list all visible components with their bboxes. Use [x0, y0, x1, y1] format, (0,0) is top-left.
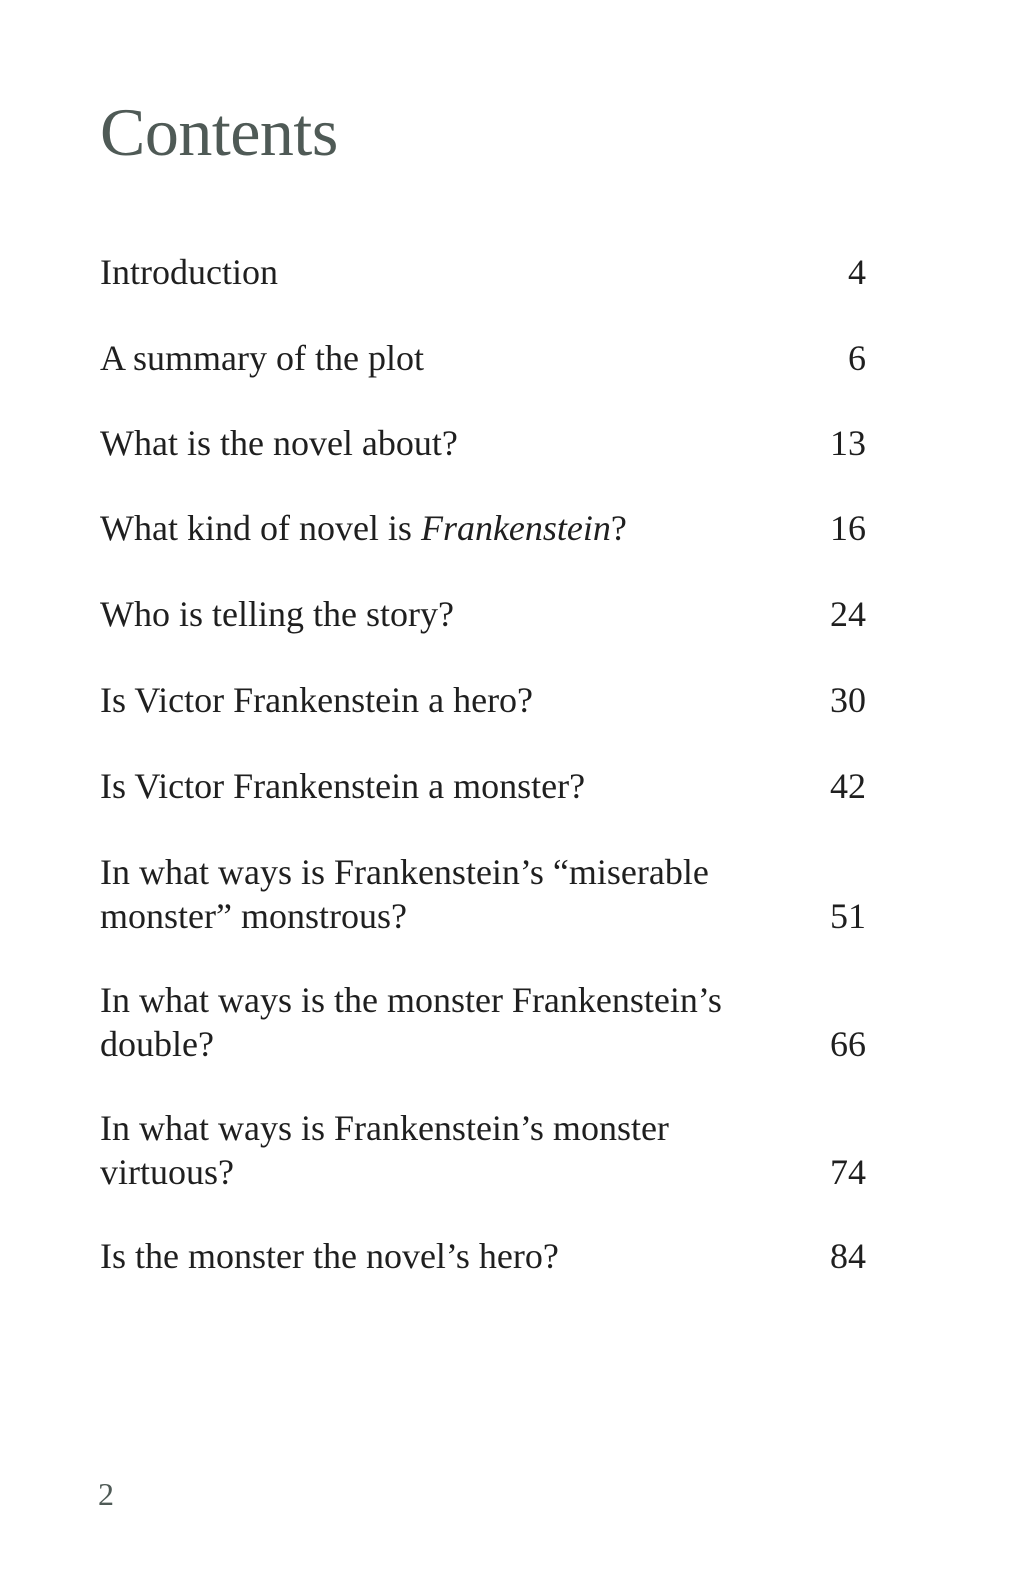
toc-entry-page: 24: [830, 594, 866, 634]
table-of-contents: [100, 0, 866, 1572]
toc-entry-title: A summary of the plot: [100, 338, 424, 378]
toc-entry-title: Who is telling the story?: [100, 594, 454, 634]
toc-entry-title: In what ways is Frankenstein’s “miserable monster” monstrous?: [100, 852, 709, 936]
toc-entry-title: Introduction: [100, 252, 278, 292]
toc-entry[interactable]: [100, 336, 866, 380]
toc-entry-title: What is the novel about?: [100, 423, 458, 463]
toc-entry[interactable]: [100, 678, 866, 722]
toc-entry-title: Is Victor Frankenstein a monster?: [100, 766, 586, 806]
toc-entry-page: 4: [848, 252, 866, 292]
page-title: Contents: [100, 94, 338, 170]
toc-entry-title: Is Victor Frankenstein a hero?: [100, 680, 534, 720]
toc-entry-page: 30: [830, 680, 866, 720]
toc-entry-page: 42: [830, 766, 866, 806]
toc-entry[interactable]: [100, 978, 866, 1066]
toc-entry-page: 16: [830, 508, 866, 548]
toc-entry[interactable]: [100, 1234, 866, 1278]
toc-entry[interactable]: [100, 421, 866, 465]
toc-entry-page: 74: [830, 1152, 866, 1192]
toc-entry-title: In what ways is Frankenstein’s monster virtuous?: [100, 1108, 669, 1192]
toc-entry-title-italic: Frankenstein: [420, 508, 611, 548]
page-number: 2: [98, 1476, 114, 1512]
toc-entry-page: 84: [830, 1236, 866, 1276]
toc-entry[interactable]: [100, 1106, 866, 1194]
toc-entry-title: In what ways is the monster Frankenstein’s double?: [100, 980, 722, 1064]
toc-entry-title: Is the monster the novel’s hero?: [100, 1236, 559, 1276]
toc-entry[interactable]: [100, 592, 866, 636]
toc-entry-page: 6: [848, 338, 866, 378]
toc-entry[interactable]: [100, 506, 866, 550]
toc-entry[interactable]: [100, 764, 866, 808]
toc-entry-page: 51: [830, 896, 866, 936]
toc-entry-page: 66: [830, 1024, 866, 1064]
toc-entry-title: [100, 506, 760, 550]
toc-entry[interactable]: [100, 250, 866, 294]
toc-entry-title-prefix: What kind of novel is: [100, 508, 421, 548]
toc-entry[interactable]: [100, 850, 866, 938]
toc-entry-title-suffix: ?: [610, 508, 627, 548]
toc-entry-page: 13: [830, 423, 866, 463]
